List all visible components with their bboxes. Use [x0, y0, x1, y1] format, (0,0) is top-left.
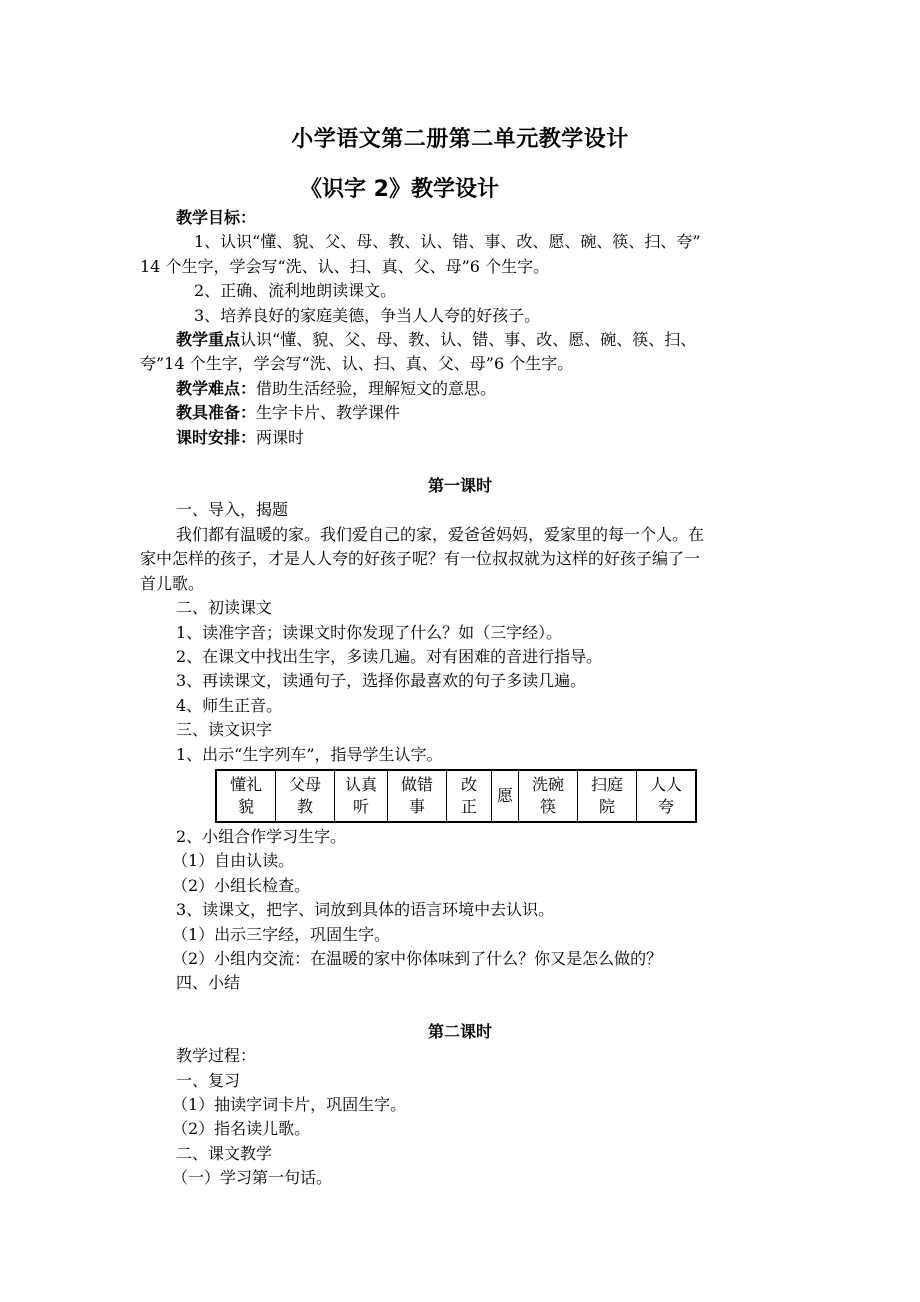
table-cell: 做错 事: [388, 770, 447, 822]
document-subtitle: 《识字 2》教学设计: [300, 177, 499, 202]
tools: 教具准备：生字卡片、教学课件: [176, 403, 401, 423]
lesson1-s3-item2b: （2）小组长检查。: [172, 875, 311, 895]
lesson1-s3-item2: 2、小组合作学习生字。: [176, 826, 347, 846]
schedule: 课时安排：两课时: [176, 427, 305, 447]
lesson1-section1: 一、导入，揭题: [176, 500, 289, 520]
lesson1-s3-item2a: （1）自由认读。: [172, 851, 295, 871]
table-cell: 人人 夸: [637, 770, 697, 822]
lesson1-section2: 二、初读课文: [176, 598, 273, 618]
lesson2-section2: 二、课文教学: [176, 1143, 273, 1163]
lesson1-s2-item3: 3、再读课文，读通句子，选择你最喜欢的句子多读几遍。: [176, 671, 587, 691]
table-cell: 改 正: [447, 770, 492, 822]
difficulty: 教学难点：借助生活经验，理解短文的意思。: [176, 378, 497, 398]
lesson1-intro-line2: 家中怎样的孩子，才是人人夸的好孩子呢？有一位叔叔就为这样的好孩子编了一: [140, 549, 701, 569]
document-title: 小学语文第二册第二单元教学设计: [291, 127, 629, 152]
lesson1-s3-item1: 1、出示“生字列车”，指导学生认字。: [176, 744, 443, 764]
objective-1-line2: 14 个生字，学会写“洗、认、扫、真、父、母”6 个生字。: [140, 256, 550, 276]
table-cell: 愿: [492, 770, 519, 822]
lesson2-section1: 一、复习: [176, 1070, 241, 1090]
lesson1-s2-item4: 4、师生正音。: [176, 695, 283, 715]
table-cell: 扫庭 院: [578, 770, 637, 822]
objectives-heading: 教学目标：: [176, 208, 257, 227]
lesson1-section4: 四、小结: [176, 973, 241, 993]
table-cell: 懂礼 貌: [216, 770, 276, 822]
lesson1-heading: 第一课时: [427, 476, 492, 496]
character-train-table: [215, 769, 697, 823]
lesson2-s1b: （2）指名读儿歌。: [172, 1119, 311, 1139]
lesson2-heading: 第二课时: [427, 1021, 492, 1041]
lesson1-section3: 三、读文识字: [176, 720, 273, 740]
objective-3: 3、培养良好的家庭美德，争当人人夸的好孩子。: [194, 305, 541, 325]
objective-2: 2、正确、流利地朗读课文。: [194, 281, 397, 301]
lesson2-s1a: （1）抽读字词卡片，巩固生字。: [172, 1095, 407, 1114]
lesson2-process: 教学过程：: [176, 1046, 257, 1066]
table-cell: 认真 听: [335, 770, 388, 822]
lesson1-s3-item3a: （1）出示三字经，巩固生字。: [172, 924, 391, 944]
lesson1-intro-line1: 我们都有温暖的家。我们爱自己的家，爱爸爸妈妈，爱家里的每一个人。在: [176, 524, 705, 544]
table-row: [216, 770, 696, 822]
lesson2-s2a: （一）学习第一句话。: [172, 1168, 333, 1188]
objective-1-line1: 1、认识“懂、貌、父、母、教、认、错、事、改、愿、碗、筷、扫、夸”: [194, 232, 701, 252]
table-cell: 洗碗 筷: [519, 770, 578, 822]
table-cell: 父母 教: [276, 770, 335, 822]
key-points: 教学重点认识“懂、貌、父、母、教、认、错、事、改、愿、碗、筷、扫、: [176, 330, 697, 350]
lesson1-s2-item1: 1、读准字音；读课文时你发现了什么？如（三字经）。: [176, 622, 563, 642]
lesson1-s2-item2: 2、在课文中找出生字，多读几遍。对有困难的音进行指导。: [176, 646, 603, 666]
key-points-label: 教学重点: [176, 330, 241, 350]
key-points-line2: 夸”14 个生字，学会写“洗、认、扫、真、父、母”6 个生字。: [140, 354, 574, 374]
lesson1-intro-line3: 首儿歌。: [140, 573, 205, 593]
lesson1-s3-item3b: （2）小组内交流：在温暖的家中你体味到了什么？你又是怎么做的？: [172, 948, 663, 968]
lesson1-s3-item3: 3、读课文，把字、词放到具体的语言环境中去认识。: [176, 900, 555, 920]
document-body: [140, 206, 780, 1191]
